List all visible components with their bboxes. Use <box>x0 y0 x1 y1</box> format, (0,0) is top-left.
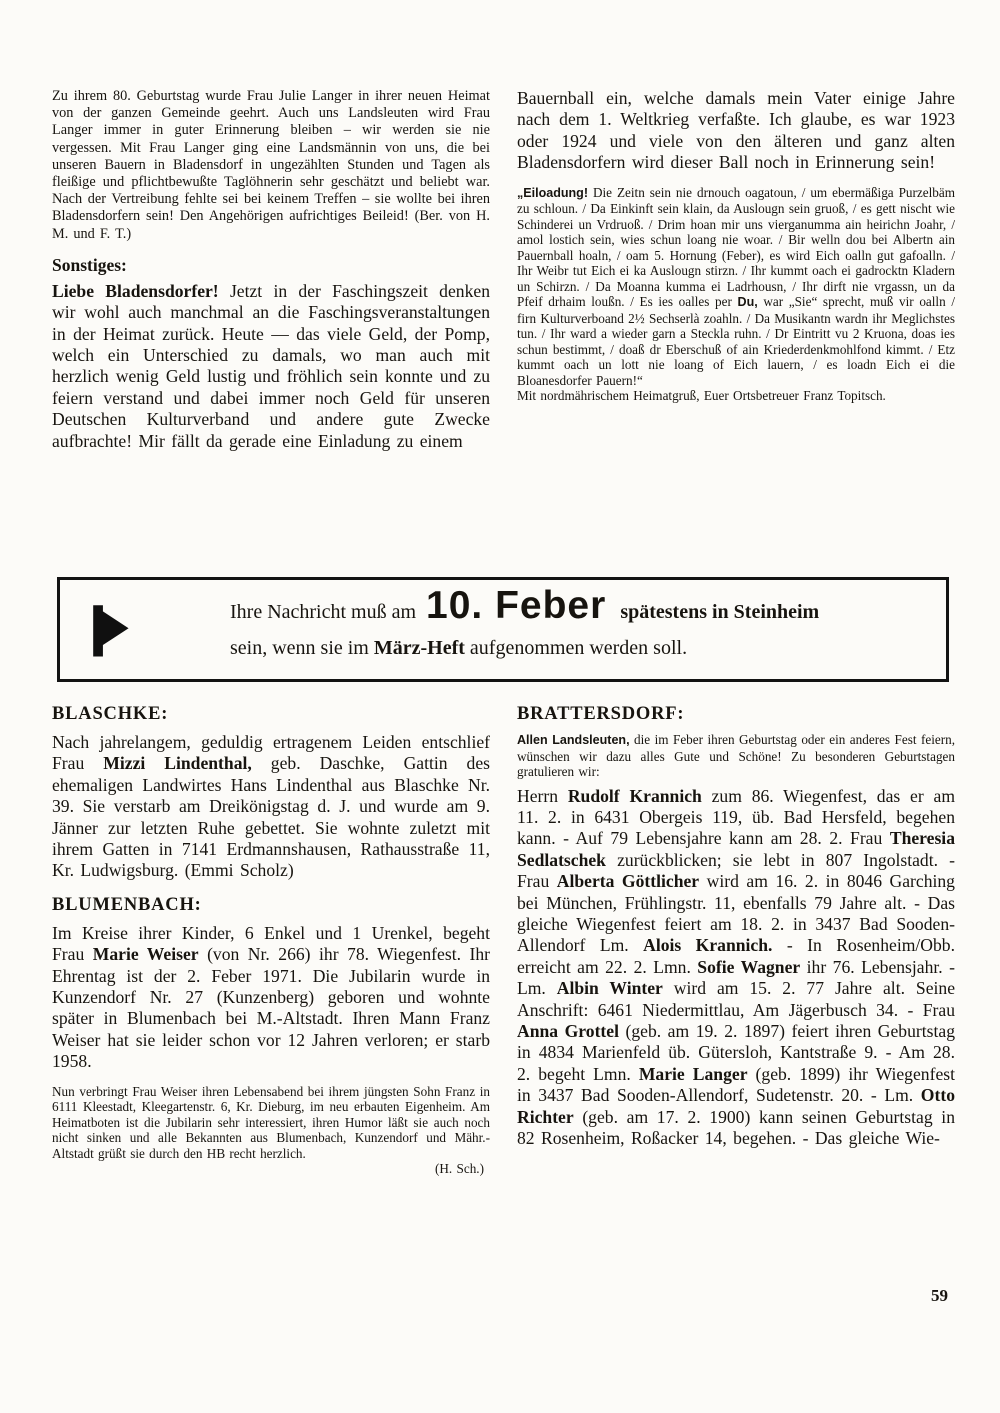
bauernball-paragraph: Bauernball ein, welche damals mein Vater einige Jahre nach dem 1. Weltkrieg verfaßte. Ich glaube, es war 1923 oder 1924 und viele von den älteren und ganz alten Bladensdorfern wird dieser Ball noch in Erinnerung sein! <box>517 88 955 173</box>
top-right-column <box>517 88 955 404</box>
blaschke-obituary-paragraph: Nach jahrelangem, geduldig ertragenem Leiden entschlief Frau Mizzi Lindenthal, geb. Daschke, Gattin des ehemaligen Landwirtes Hans Lindenthal aus Blaschke Nr. 39. Sie verstarb am Dreikönigstag d. J. und wurde am 9. Jänner zur letzten Ruhe gebettet. Sie wohnte zuletzt mit ihrem Gatten in 7141 Erdmannshausen, Rathausstraße 11, Kr. Ludwigsburg. (Emmi Scholz) <box>52 732 491 881</box>
bottom-right-column <box>517 704 955 1177</box>
eiloadung-dialect-poem: „Eiloadung! Die Zeitn sein nie drnouch oagatoun, / um ebermäßiga Purzelbäm zu schloun. / Da Einkinft sein klain, da Auslougn sein gruoß, / es gett nischt wie Schinderei un Vrdruoß. / Drim hoan mir uns vierganumma ain heirichn Joahr, / amol lostich sein, wies schun loang nie woar. / Bir welln dou bei Albertn ain Pauernball hoaln, / oam 5. Hornung (Feber), es wird Eich oalln gut gafoalln. / Ihr Weibr tut Eich ei ka Auslougn stirzn. / Ihr kummt oach ei gadrocktn Kladern un Schirzn. / Da Moanna kumma ei Ladrhousn, / Ihr dirft nie vrgassn, un da Pfeif drhaim loußn. / Es ies oalles per Du, war „Sie“ sprecht, muß vir oalln / firn Kulturverboand 2½ Sechserlà zoahln. / Da Musikantn wardn ihr Meglichstes tun. / Ihr ward a wieder garn a Steckla ruhn. / Dr Eintritt vu 2 Kruona, doas ies schun bestimmt, / doaß dr Eberschuß of ain Kriederdenkmohlfond kimmt. / Etz kummt oach un lott nie loang of Eich lauern, / es loadn Eich ei die Bloanesdorfer Pauern!“ <box>517 184 955 388</box>
page-number: 59 <box>931 1286 948 1305</box>
brattersdorf-heading: BRATTERSDORF: <box>517 704 685 724</box>
top-section <box>52 88 955 556</box>
blumenbach-birthday-paragraph: Im Kreise ihrer Kinder, 6 Enkel und 1 Urenkel, begeht Frau Marie Weiser (von Nr. 266) ihr 78. Wiegenfest. Ihr Ehrentag ist der 2. Feber 1971. Die Jubilarin wurde in Kunzendorf Nr. 27 (Kunzenberg) geboren und wohnte später in Blumenbach bei M.-Altstadt. Ihren Mann Franz Weiser hat sie leider schon vor 12 Jahren verloren; er starb 1958. <box>52 922 490 1072</box>
blumenbach-smallprint-paragraph: Nun verbringt Frau Weiser ihren Lebensabend bei ihrem jüngsten Sohn Franz in 6111 Kleestadt, Kleegartenstr. 6, Kr. Dieburg, im neu erbauten Eigenheim. Am Heimatboten ist die Jubilarin sehr interessiert, ihren Humor läßt sie auch noch nicht sinken und alle Bekannten aus Blumenbach, Kunzendorf und Mähr.-Altstadt grüßt sie durch den HB recht herzlich. <box>52 1083 490 1161</box>
brattersdorf-birthdays-paragraph: Herrn Rudolf Krannich zum 86. Wiegenfest, das er am 11. 2. in 6431 Obergeis 119, üb. Bad Hersfeld, begehen kann. - Auf 79 Lebensjahre kann am 28. 2. Frau Theresia Sedlatschek zurückblicken; sie lebt in 807 Ingolstadt. - Frau Alberta Göttlicher wird am 16. 2. in 8046 Garching bei München, Frühlingstr. 11, ebenfalls 79 Jahre alt. - Das gleiche Wiegenfest feiert am 18. 2. in 3437 Bad Sooden-Allendorf Lm. Alois Krannich. - In Rosenheim/Obb. erreicht am 22. 2. Lmn. Sofie Wagner ihr 76. Lebensjahr. - Lm. Albin Winter wird am 15. 2. 77 Jahre alt. Seine Anschrift: 6461 Niedermittlau, Am Jägerbusch 34. - Frau Anna Grottel (geb. am 19. 2. 1897) feiert ihren Geburtstag in 4834 Marienfeld üb. Gütersloh, Kantstraße 9. - Am 28. 2. begeht Lmn. Marie Langer (geb. 1899) ihr Wiegenfest in 3437 Bad Sooden-Allendorf, Sudetenstr. 20. - Lm. Otto Richter (geb. am 17. 2. 1900) kann seinen Geburtstag in 82 Rosenheim, Roßacker 14, begehen. - Das gleiche Wie- <box>517 785 956 1148</box>
deadline-line-1: Ihre Nachricht muß am 10. Feber spätestens in Steinheim <box>230 583 820 627</box>
deadline-banner <box>57 577 949 682</box>
sonstiges-heading: Sonstiges: <box>52 254 127 275</box>
bottom-section <box>52 704 955 1177</box>
fasching-paragraph: Liebe Bladensdorfer! Jetzt in der Faschingszeit denken wir wohl auch manchmal an die Faschingsveranstaltungen in der Heimat zurück. Heute — das viele Geld, der Pomp, welch ein Unterschied zu damals, wo man auch mit herzlich wenig Geld lustig und fröhlich sein konnte und zu feiern verstand und dabei immer noch Geld für unseren Deutschen Kulturverband und andere gute Zwecke aufbrachte! Mir fällt da gerade eine Einladung zu einem <box>52 280 490 451</box>
julie-langer-obituary-paragraph: Zu ihrem 80. Geburtstag wurde Frau Julie Langer in ihrer neuen Heimat von der ganzen Gemeinde geehrt. Auch uns Landsleuten wird Frau Langer immer in guter Erinnerung bleiben – wir werden sie nie vergessen. Mit Frau Langer ging eine Landsmännin von uns, die bei unseren Bauern in Bladensdorf in ungezählten Stunden und Tagen als fleißige und pflichtbewußte Taglöhnerin sehr geschätzt und beliebt war. Nach der Vertreibung fehlte sei bei keinem Treffen – sie wollte bei ihren Bladensdorfern sein! Den Angehörigen aufrichtiges Beileid! (Ber. von H. M. und F. T.) <box>52 88 490 242</box>
blaschke-heading: BLASCHKE: <box>52 704 169 724</box>
deadline-text <box>230 583 820 661</box>
heimatgruss-closing: Mit nordmährischem Heimatgruß, Euer Ortsbetreuer Franz Topitsch. <box>517 388 886 404</box>
deadline-line-2: sein, wenn sie im März-Heft aufgenommen werden soll. <box>230 636 688 659</box>
blumenbach-heading: BLUMENBACH: <box>52 894 202 915</box>
arrow-right-icon <box>87 598 133 662</box>
bottom-left-column <box>52 704 490 1177</box>
signature-h-sch: (H. Sch.) <box>435 1161 484 1177</box>
top-left-column <box>52 88 490 452</box>
brattersdorf-intro-paragraph: Allen Landsleuten, die im Feber ihren Geburtstag oder ein anderes Fest feiern, wünschen wir dazu alles Gute und Schöne! Zu besonderen Geburtstagen gratulieren wir: <box>517 732 956 779</box>
